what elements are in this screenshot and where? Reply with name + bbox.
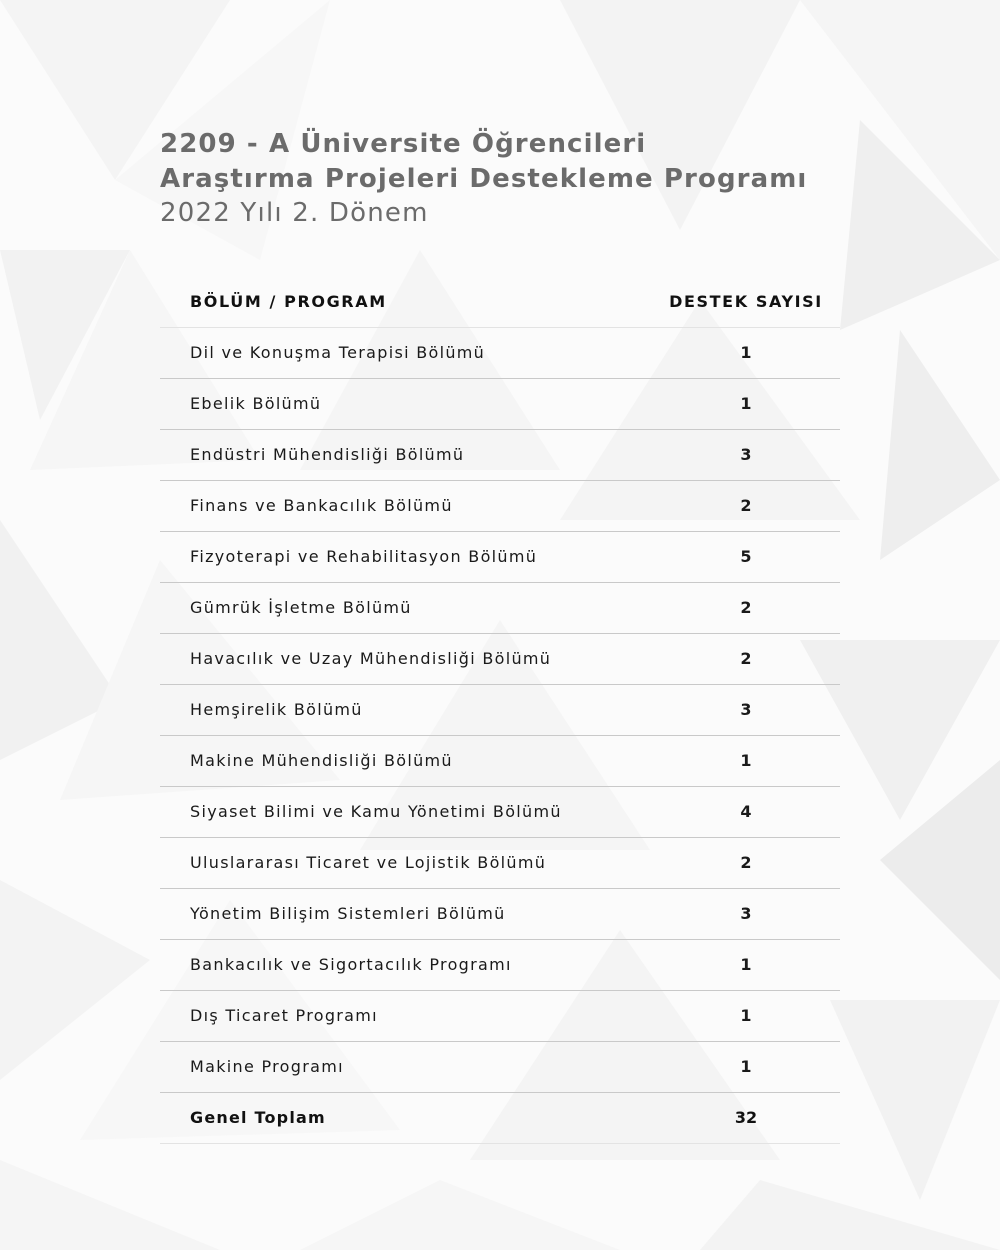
row-program-name: Endüstri Mühendisliği Bölümü	[190, 445, 465, 464]
row-support-count: 3	[740, 904, 752, 923]
title-block	[160, 127, 880, 229]
table-row	[160, 940, 840, 991]
column-header-program: BÖLÜM / PROGRAM	[190, 292, 387, 311]
table-row	[160, 430, 840, 481]
row-program-name: Finans ve Bankacılık Bölümü	[190, 496, 453, 515]
row-support-count: 3	[740, 700, 752, 719]
table-row	[160, 889, 840, 940]
row-program-name: Hemşirelik Bölümü	[190, 700, 363, 719]
column-header-support-count: DESTEK SAYISI	[669, 292, 823, 311]
row-program-name: Bankacılık ve Sigortacılık Programı	[190, 955, 512, 974]
table-row	[160, 379, 840, 430]
support-table	[160, 277, 840, 1144]
table-row	[160, 1042, 840, 1093]
row-program-name: Yönetim Bilişim Sistemleri Bölümü	[190, 904, 506, 923]
table-row	[160, 787, 840, 838]
row-support-count: 4	[740, 802, 752, 821]
row-program-name: Dil ve Konuşma Terapisi Bölümü	[190, 343, 486, 362]
table-row	[160, 736, 840, 787]
row-support-count: 1	[740, 1006, 752, 1025]
row-support-count: 1	[740, 343, 752, 362]
row-program-name: Gümrük İşletme Bölümü	[190, 598, 412, 617]
page-title-line-2: Araştırma Projeleri Destekleme Programı	[160, 164, 808, 194]
table-row	[160, 838, 840, 889]
table-row	[160, 634, 840, 685]
table-row	[160, 481, 840, 532]
row-program-name: Dış Ticaret Programı	[190, 1006, 378, 1025]
row-support-count: 3	[740, 445, 752, 464]
total-row	[160, 1093, 840, 1144]
table-row	[160, 532, 840, 583]
row-support-count: 1	[740, 751, 752, 770]
table-row	[160, 991, 840, 1042]
total-label: Genel Toplam	[190, 1108, 326, 1127]
row-support-count: 5	[740, 547, 752, 566]
table-row	[160, 685, 840, 736]
row-support-count: 1	[740, 1057, 752, 1076]
row-program-name: Uluslararası Ticaret ve Lojistik Bölümü	[190, 853, 547, 872]
row-support-count: 1	[740, 955, 752, 974]
total-count: 32	[734, 1108, 758, 1127]
row-program-name: Havacılık ve Uzay Mühendisliği Bölümü	[190, 649, 552, 668]
row-support-count: 2	[740, 496, 752, 515]
row-program-name: Makine Programı	[190, 1057, 344, 1076]
table-row	[160, 328, 840, 379]
row-support-count: 2	[740, 853, 752, 872]
table-row	[160, 583, 840, 634]
row-support-count: 2	[740, 598, 752, 617]
row-program-name: Siyaset Bilimi ve Kamu Yönetimi Bölümü	[190, 802, 562, 821]
row-support-count: 1	[740, 394, 752, 413]
row-program-name: Ebelik Bölümü	[190, 394, 322, 413]
row-program-name: Makine Mühendisliği Bölümü	[190, 751, 453, 770]
row-support-count: 2	[740, 649, 752, 668]
table-header	[160, 277, 840, 328]
page-title-line-1: 2209 - A Üniversite Öğrencileri	[160, 129, 647, 159]
row-program-name: Fizyoterapi ve Rehabilitasyon Bölümü	[190, 547, 538, 566]
table-body	[160, 328, 840, 1093]
page-subtitle: 2022 Yılı 2. Dönem	[160, 198, 429, 228]
